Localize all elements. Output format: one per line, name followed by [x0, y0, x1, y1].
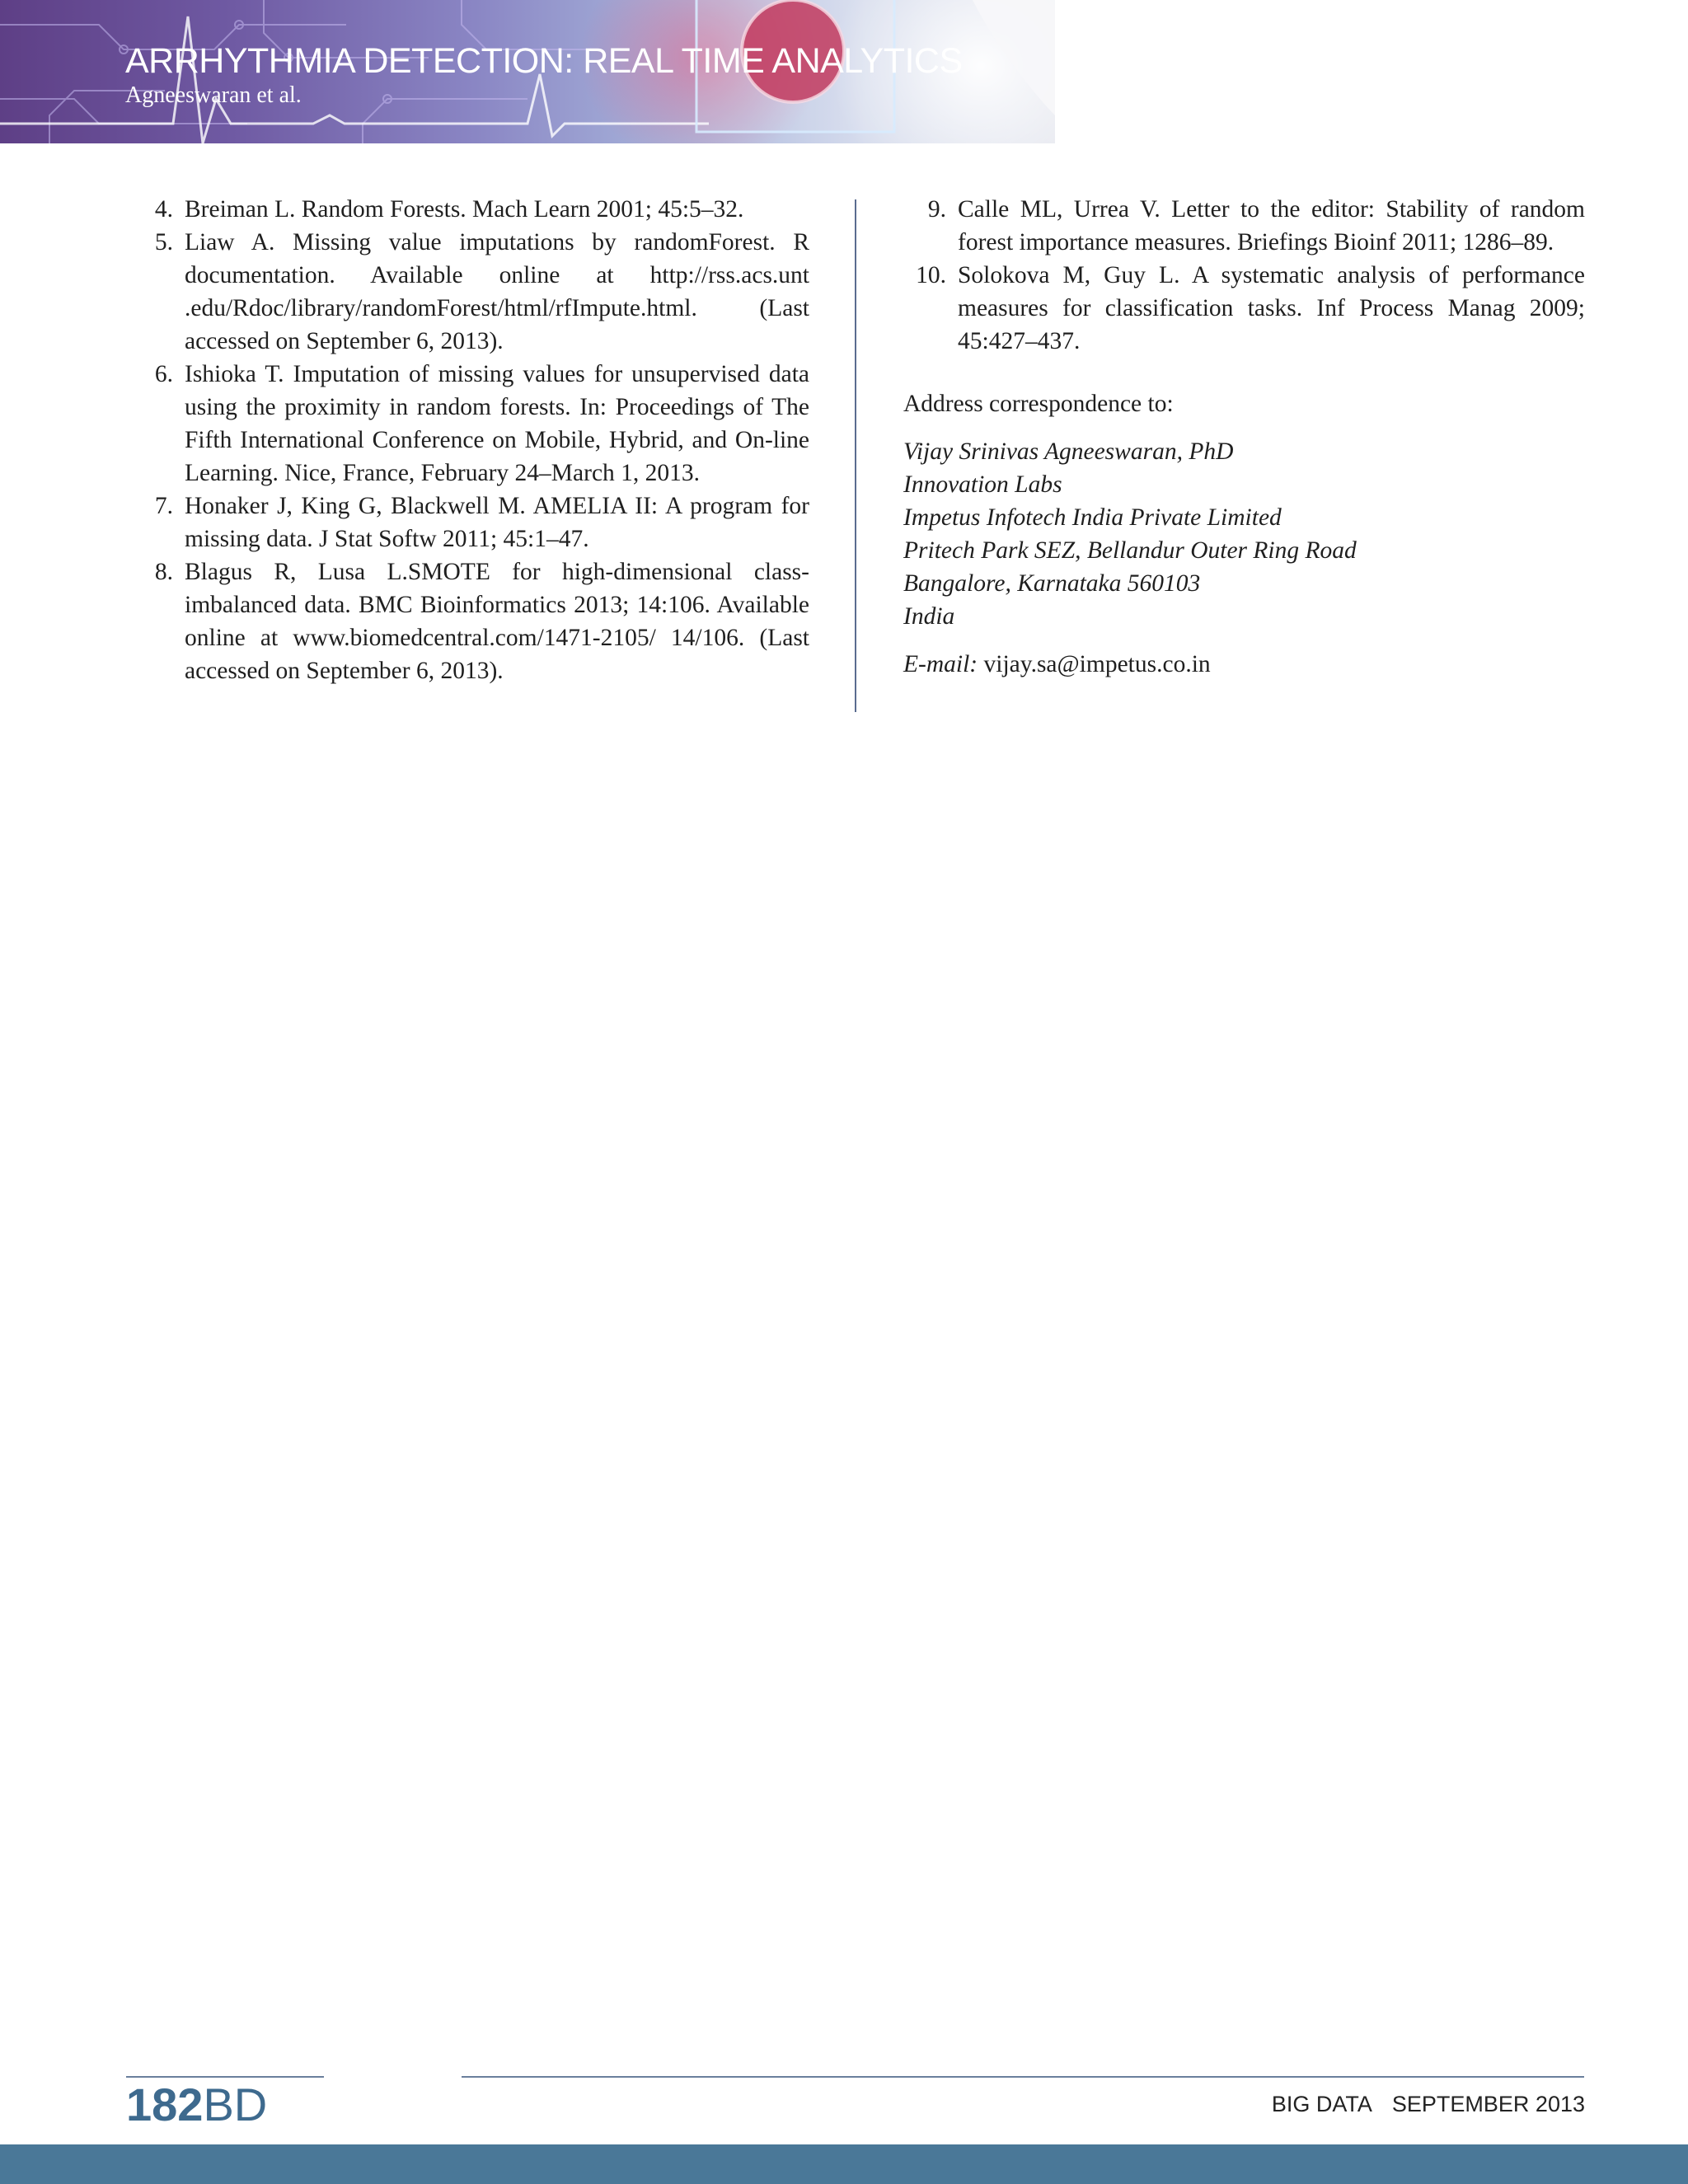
journal-name: BIG DATA	[1271, 2092, 1372, 2116]
page-number-value: 182	[126, 2079, 204, 2130]
address-line: Innovation Labs	[903, 471, 1062, 498]
running-author: Agneeswaran et al.	[125, 82, 302, 108]
reference-text: Blagus R, Lusa L.SMOTE for high-dimensional class-imbalanced data. BMC Bioinformatics 2013; 14:106. Available online at www.biomedcentral.com/1471-2105/ 14/106. (Last accessed on September 6, 2013).	[185, 559, 809, 684]
email-address[interactable]: vijay.sa@impetus.co.in	[983, 651, 1211, 677]
reference-item	[134, 226, 809, 358]
left-column	[134, 193, 809, 687]
correspondence-address	[903, 435, 1585, 633]
footer-bar	[0, 2144, 1688, 2184]
right-column	[898, 193, 1585, 681]
reference-text: Liaw A. Missing value imputations by randomForest. R documentation. Available online at http://rss.acs.unt .edu/Rdoc/library/randomForest/html/rfImpute.html. (Last accessed on September 6, 2013).	[185, 229, 809, 354]
address-line: India	[903, 603, 955, 630]
reference-text: Honaker J, King G, Blackwell M. AMELIA II: A program for missing data. J Stat Softw 2011; 45:1–47.	[185, 493, 809, 552]
reference-number: 10.	[916, 262, 946, 288]
address-line: Vijay Srinivas Agneeswaran, PhD	[903, 438, 1234, 465]
reference-number: 4.	[154, 196, 173, 223]
reference-item	[134, 555, 809, 687]
journal-info	[1272, 2092, 1585, 2117]
reference-item	[134, 358, 809, 490]
reference-number: 5.	[154, 229, 173, 255]
reference-list-right	[898, 193, 1585, 358]
page-number	[126, 2079, 267, 2131]
journal-abbrev: BD	[203, 2079, 268, 2130]
address-line: Pritech Park SEZ, Bellandur Outer Ring Road	[903, 537, 1357, 564]
reference-list-left	[134, 193, 809, 687]
address-line: Bangalore, Karnataka 560103	[903, 570, 1201, 597]
running-title: ARRHYTHMIA DETECTION: REAL TIME ANALYTICS	[125, 41, 963, 81]
reference-item	[134, 193, 809, 226]
reference-number: 9.	[927, 196, 946, 223]
reference-text: Calle ML, Urrea V. Letter to the editor: Stability of random forest importance measures. Briefings Bioinf 2011; 1286–89.	[958, 196, 1585, 255]
header-banner	[0, 0, 1055, 143]
address-line: Impetus Infotech India Private Limited	[903, 504, 1282, 531]
reference-text: Ishioka T. Imputation of missing values for unsupervised data using the proximity in random forests. In: Proceedings of The Fifth International Conference on Mobile, Hybrid, and On-line Learning. Nice, France, February 24–March 1, 2013.	[185, 361, 809, 486]
footer-rule-right	[462, 2076, 1584, 2078]
reference-number: 7.	[154, 493, 173, 519]
column-divider	[855, 199, 856, 712]
reference-item	[134, 490, 809, 555]
reference-item	[898, 193, 1585, 259]
issue-date: SEPTEMBER 2013	[1391, 2092, 1585, 2116]
email-line	[903, 648, 1585, 681]
reference-number: 6.	[154, 361, 173, 387]
reference-text: Solokova M, Guy L. A systematic analysis of performance measures for classification tasks. Inf Process Manag 2009; 45:427–437.	[958, 262, 1585, 354]
correspondence-heading: Address correspondence to:	[903, 391, 1174, 417]
reference-number: 8.	[154, 559, 173, 585]
footer-rule-left	[126, 2076, 324, 2078]
reference-item	[898, 259, 1585, 358]
reference-text: Breiman L. Random Forests. Mach Learn 2001; 45:5–32.	[185, 196, 744, 223]
email-label: E-mail:	[903, 651, 978, 677]
